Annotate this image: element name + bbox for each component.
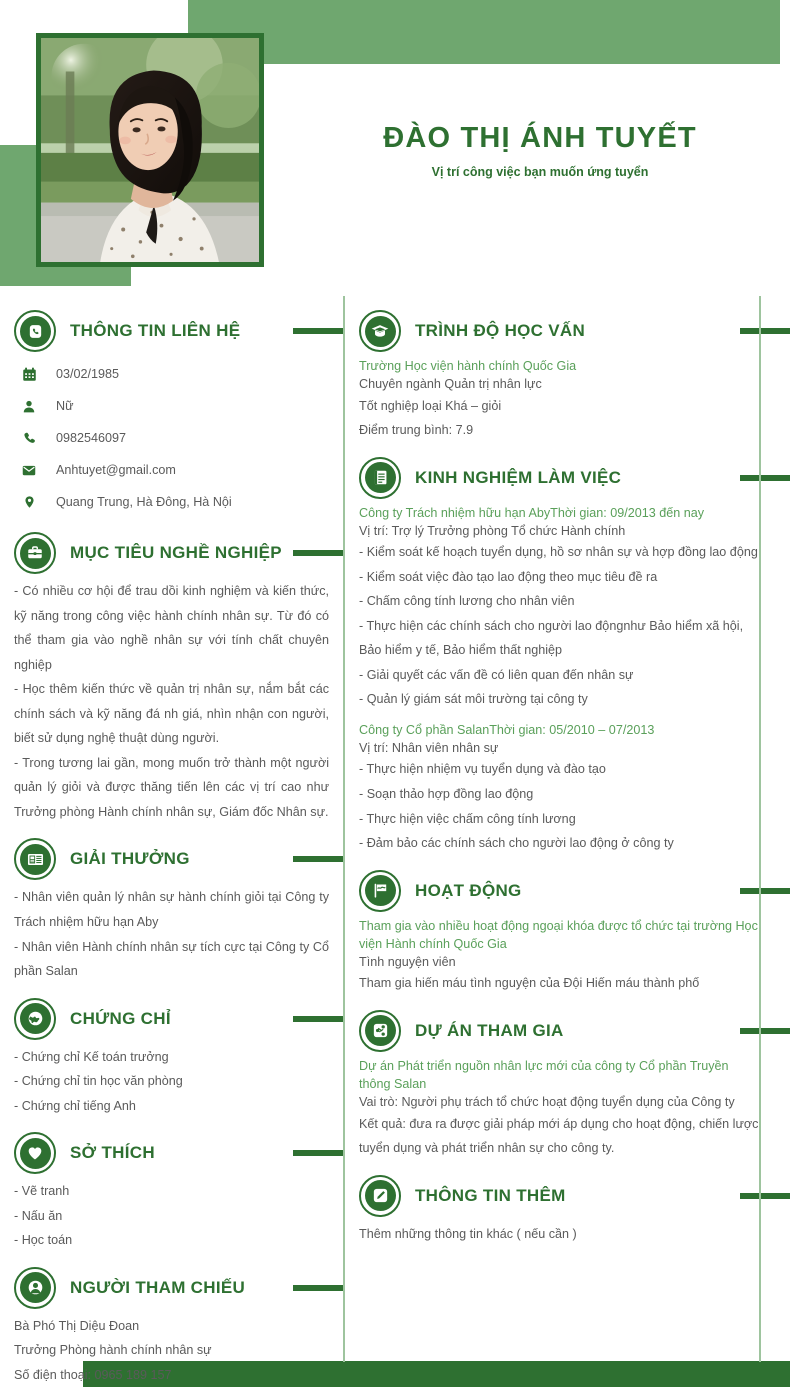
contact-value: Anhtuyet@gmail.com [56, 463, 176, 477]
section-rule [740, 328, 790, 334]
awards-body [14, 885, 329, 983]
reference-body [14, 1314, 329, 1387]
calendar-icon [14, 367, 44, 382]
section-rule [740, 475, 790, 481]
section-title: GIẢI THƯỞNG [70, 849, 190, 869]
section-title: NGƯỜI THAM CHIẾU [70, 1277, 246, 1297]
objective-body [14, 579, 329, 824]
experience-company: Công ty Trách nhiệm hữu hạn AbyThời gian: 09/2013 đến nay [359, 505, 705, 520]
activities-role: Tình nguyện viên [359, 955, 456, 970]
experience-duty: - Kiểm soát việc đào tạo lao động theo mục tiêu đề ra [359, 569, 658, 584]
section-header-contact [14, 310, 329, 352]
section-header-objective [14, 532, 329, 574]
award-item: - Nhân viên quản lý nhân sự hành chính giỏi tại Công ty Trách nhiệm hữu hạn Aby [14, 890, 329, 930]
activities-highlight: Tham gia vào nhiều hoạt động ngoại khóa được tổ chức tại trường Học viện Hành chính Quốc Gia [359, 918, 758, 951]
experience-duty: - Kiểm soát kế hoạch tuyển dụng, hồ sơ nhân sự và hợp đồng lao động [359, 545, 758, 560]
envelope-icon [14, 463, 44, 478]
experience-duty: - Quản lý giám sát môi trường tại công ty [359, 692, 588, 707]
section-title: CHỨNG CHỈ [70, 1008, 171, 1028]
location-pin-icon [14, 494, 44, 510]
section-title: SỞ THÍCH [70, 1143, 155, 1163]
section-header-reference [14, 1267, 329, 1309]
section-header-education [359, 310, 760, 352]
globe-certificate-icon [14, 998, 56, 1040]
right-column [343, 296, 790, 1362]
experience-entry [359, 721, 760, 856]
education-line: Điểm trung bình: 7.9 [359, 423, 474, 438]
education-line: Tốt nghiệp loại Khá – giỏi [359, 398, 502, 413]
reference-line: Số điện thoại: 0965 189 157 [14, 1368, 172, 1383]
content-columns [0, 296, 790, 1383]
contact-row [14, 390, 329, 422]
objective-paragraph: - Có nhiều cơ hội để trau dồi kinh nghiệm và kiến thức, kỹ năng trong công việc hành chính nhân sự. Từ đó có thể tham gia vào nghề nhân sự với tính chất chuyên nghiệp [14, 584, 329, 672]
experience-duty: - Giải quyết các vấn đề có liên quan đến nhân sự [359, 667, 634, 682]
section-rule [293, 1285, 343, 1291]
hobbies-body [14, 1179, 329, 1253]
heart-icon [14, 1132, 56, 1174]
section-rule [293, 856, 343, 862]
experience-duty: - Đảm bảo các chính sách cho người lao động ở công ty [359, 836, 674, 851]
experience-duty: - Chấm công tính lương cho nhân viên [359, 594, 575, 609]
section-header-more-info [359, 1175, 760, 1217]
left-column [0, 296, 343, 1383]
hobby-item: - Nấu ăn [14, 1208, 63, 1223]
experience-company: Công ty Cổ phần SalanThời gian: 05/2010 – 07/2013 [359, 722, 655, 737]
section-header-hobbies [14, 1132, 329, 1174]
section-header-activities [359, 870, 760, 912]
flag-icon [359, 870, 401, 912]
phone-handset-icon [14, 431, 44, 446]
right-edge-divider [759, 296, 761, 1362]
objective-paragraph: - Học thêm kiến thức về quản trị nhân sự, nắm bắt các chính sách và kỹ năng đá nh giá, nhìn nhận con người, biết sử dụng nghệ thuật dùng người. [14, 682, 329, 746]
section-rule [740, 1028, 790, 1034]
reference-line: Bà Phó Thị Diệu Đoan [14, 1318, 140, 1333]
phone-icon [14, 310, 56, 352]
section-rule [740, 1193, 790, 1199]
section-title: TRÌNH ĐỘ HỌC VẤN [415, 321, 586, 340]
share-nodes-icon [359, 1010, 401, 1052]
experience-entry [359, 504, 760, 712]
project-role: Vai trò: Người phụ trách tổ chức hoạt động tuyển dụng của Công ty [359, 1095, 735, 1110]
experience-duty: - Thực hiện nhiệm vụ tuyển dụng và đào tạo [359, 762, 606, 777]
experience-position: Vị trí: Trợ lý Trưởng phòng Tổ chức Hành chính [359, 523, 626, 538]
hobby-item: - Vẽ tranh [14, 1184, 70, 1199]
certificates-body [14, 1045, 329, 1119]
projects-body [359, 1057, 760, 1161]
certificate-item: - Chứng chỉ tin học văn phòng [14, 1074, 183, 1089]
certificate-item: - Chứng chỉ tiếng Anh [14, 1098, 136, 1113]
project-result: Kết quả: đưa ra được giải pháp mới áp dụng cho hoạt động, chiến lược tuyển dụng và phát triển nhân sự cho công ty. [359, 1116, 759, 1156]
section-header-experience [359, 457, 760, 499]
profile-photo [41, 38, 259, 262]
section-title: MỤC TIÊU NGHỀ NGHIỆP [70, 543, 282, 562]
decorative-top-bar [188, 0, 780, 64]
notebook-icon [359, 457, 401, 499]
activities-detail: Tham gia hiến máu tình nguyện của Đội Hiến máu thành phố [359, 976, 700, 991]
section-rule [293, 550, 343, 556]
candidate-name: ĐÀO THỊ ÁNH TUYẾT [383, 122, 697, 154]
section-title: HOẠT ĐỘNG [415, 880, 522, 900]
certificate-item: - Chứng chỉ Kế toán trưởng [14, 1049, 169, 1064]
award-certificate-icon [14, 838, 56, 880]
education-major: Chuyên ngành Quản trị nhân lực [359, 377, 542, 392]
section-title: DỰ ÁN THAM GIA [415, 1020, 564, 1040]
experience-position: Vị trí: Nhân viên nhân sự [359, 741, 499, 756]
contact-value: 03/02/1985 [56, 367, 120, 381]
experience-duty: - Soạn thảo hợp đồng lao động [359, 786, 534, 801]
contact-list [14, 358, 329, 518]
candidate-subtitle: Vị trí công việc bạn muốn ứng tuyển [431, 165, 649, 180]
spacer [359, 712, 760, 721]
pencil-icon [359, 1175, 401, 1217]
award-item: - Nhân viên Hành chính nhân sự tích cực tại Công ty Cổ phần Salan [14, 939, 329, 979]
user-circle-icon [14, 1267, 56, 1309]
briefcase-icon [14, 532, 56, 574]
section-title: THÔNG TIN LIÊN HỆ [70, 321, 241, 340]
section-title: KINH NGHIỆM LÀM VIỆC [415, 467, 622, 487]
hobby-item: - Học toán [14, 1233, 73, 1248]
experience-duty: - Thực hiện việc chấm công tính lương [359, 811, 576, 826]
more-info-body [359, 1222, 760, 1247]
experience-duty: - Thực hiện các chính sách cho người lao độngnhư Bảo hiểm xã hội, Bảo hiểm y tế, Bảo hiểm thất nghiệp [359, 618, 744, 658]
graduation-cap-icon [359, 310, 401, 352]
objective-paragraph: - Trong tương lai gần, mong muốn trở thành một người quản lý giỏi và được thăng tiến lên các vị trí cao như Trưởng phòng Hành chính nhân sự, Giám đốc Nhân sự. [14, 755, 329, 819]
contact-value: 0982546097 [56, 431, 127, 445]
contact-row [14, 486, 329, 518]
activities-body [359, 917, 760, 996]
reference-line: Trưởng Phòng hành chính nhân sự [14, 1343, 212, 1358]
contact-row [14, 422, 329, 454]
education-body [359, 357, 760, 443]
section-header-certificates [14, 998, 329, 1040]
section-rule [293, 1016, 343, 1022]
more-info-text: Thêm những thông tin khác ( nếu cần ) [359, 1226, 577, 1241]
section-header-projects [359, 1010, 760, 1052]
person-icon [14, 399, 44, 414]
section-rule [293, 328, 343, 334]
contact-row [14, 358, 329, 390]
section-header-awards [14, 838, 329, 880]
section-rule [293, 1150, 343, 1156]
section-rule [740, 888, 790, 894]
education-school: Trường Học viện hành chính Quốc Gia [359, 359, 577, 373]
header-block [300, 122, 780, 179]
contact-value: Quang Trung, Hà Đông, Hà Nội [56, 495, 232, 509]
contact-row [14, 454, 329, 486]
section-title: THÔNG TIN THÊM [415, 1185, 566, 1205]
profile-photo-frame [36, 33, 264, 267]
contact-value: Nữ [56, 399, 74, 413]
project-highlight: Dự án Phát triển nguồn nhân lực mới của công ty Cổ phần Truyền thông Salan [359, 1058, 729, 1092]
